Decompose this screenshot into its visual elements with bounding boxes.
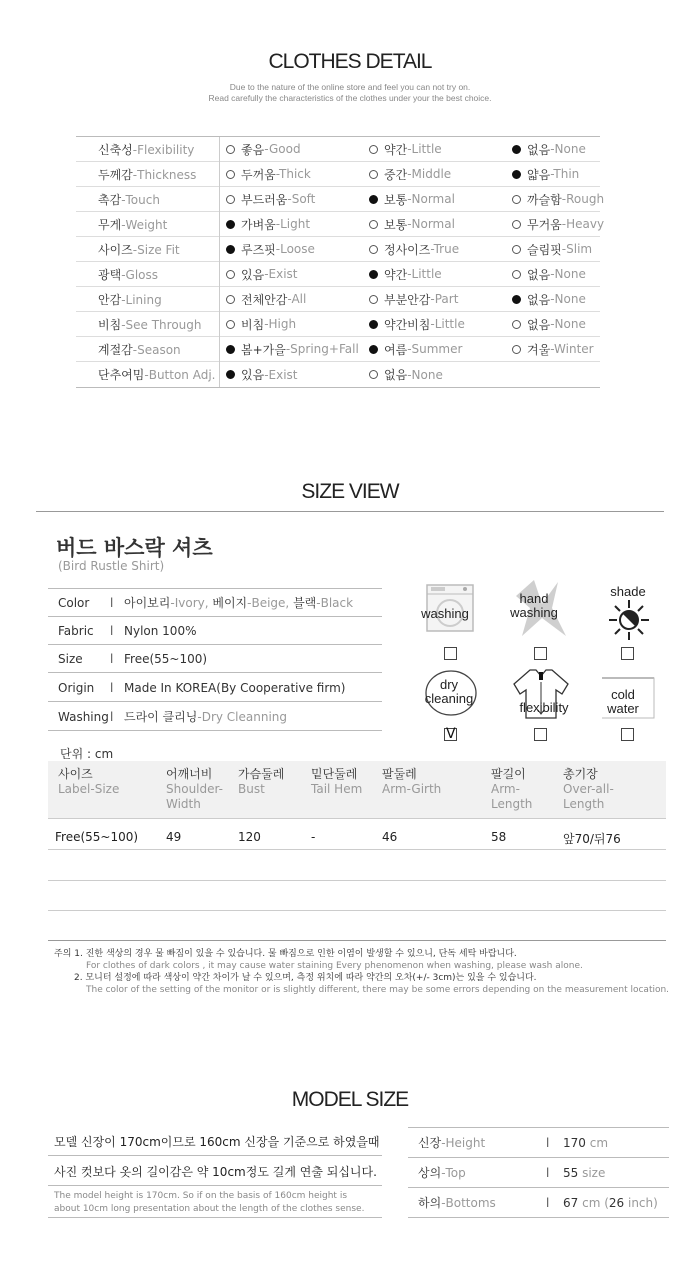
filled-circle-icon (369, 270, 378, 279)
option-korean: 보통 (384, 192, 408, 207)
option-korean: 좋음 (241, 142, 265, 157)
product-name: 버드 바스락 셔츠 (56, 536, 213, 560)
empty-circle-icon (369, 295, 378, 304)
property-label: Size (58, 651, 83, 666)
model-note-english-2: about 10cm long presentation about the length of the clothes sense. (54, 1204, 365, 1214)
model-note-divider (48, 1217, 382, 1218)
detail-option (363, 341, 506, 358)
attribute-korean: 단추여밈 (98, 368, 145, 382)
property-label: Origin (58, 680, 95, 695)
attribute-korean: 신축성 (98, 142, 133, 157)
detail-option (220, 241, 363, 258)
option-english: -Little (407, 267, 442, 281)
option-english: -Little (407, 142, 442, 156)
measurement-korean: 신장 (418, 1136, 442, 1150)
measurement-value (563, 1136, 608, 1150)
detail-option (363, 241, 506, 258)
filled-circle-icon (369, 320, 378, 329)
size-column-header (563, 767, 633, 812)
detail-attribute (76, 316, 220, 333)
option-korean: 얇음 (527, 167, 551, 182)
clothes-detail-title: CLOTHES DETAIL (268, 50, 432, 73)
detail-attribute (76, 241, 220, 258)
option-korean: 비침 (241, 317, 265, 332)
measurement-label (408, 1134, 546, 1151)
property-label: Fabric (58, 623, 94, 638)
property-separator: l (110, 595, 114, 610)
detail-option (363, 166, 506, 183)
care-label: dry cleaning (424, 677, 474, 706)
note-2: 2. 모니터 설정에 따라 색상이 약간 차이가 날 수 있으며, 측정 위치에 따라 약간의 오차(+/- 3cm)는 있을 수 있습니다. (74, 973, 537, 983)
measurement-value-part: 26 (608, 1195, 625, 1210)
detail-row (76, 262, 600, 287)
property-separator: l (110, 709, 114, 724)
row-divider (48, 849, 666, 850)
empty-circle-icon (512, 270, 521, 279)
attribute-english: -Season (132, 342, 181, 357)
option-korean: 없음 (384, 368, 408, 382)
option-korean: 가벼움 (241, 217, 276, 232)
property-value (124, 594, 353, 611)
property-row (48, 674, 382, 702)
empty-circle-icon (369, 145, 378, 154)
measurement-value-part: inch) (624, 1195, 658, 1210)
option-english: -Soft (287, 192, 316, 206)
option-english: -Part (430, 292, 459, 306)
clothes-detail-table (76, 136, 605, 388)
option-english: -Summer (407, 342, 463, 356)
property-separator: l (110, 651, 114, 666)
detail-option (506, 241, 599, 258)
detail-row (76, 187, 605, 212)
detail-row (76, 337, 600, 362)
attribute-korean: 광택 (98, 267, 122, 282)
property-value-part: Nylon 100% (124, 623, 197, 638)
care-checkbox[interactable] (534, 728, 547, 741)
note-1-english: For clothes of dark colors , it may cause water staining Every phenomenon when washing, please wash alone. (86, 961, 583, 971)
option-english: -Thick (275, 167, 311, 181)
option-korean: 부드러움 (241, 192, 288, 207)
option-korean: 없음 (527, 142, 551, 157)
property-value-part: Made In KOREA(By Cooperative firm) (124, 680, 346, 695)
row-divider (48, 910, 666, 911)
detail-option (363, 291, 506, 308)
empty-circle-icon (512, 320, 521, 329)
option-english: -Exist (264, 267, 298, 281)
care-checkbox[interactable] (621, 728, 634, 741)
empty-circle-icon (369, 370, 378, 379)
detail-option (506, 141, 599, 158)
filled-circle-icon (512, 145, 521, 154)
option-korean: 여름 (384, 342, 408, 357)
detail-attribute (76, 216, 220, 233)
header-english: Bust (238, 782, 265, 796)
property-value-part: -Black (316, 596, 354, 610)
property-label: Washing (58, 709, 109, 724)
row-divider (48, 940, 666, 941)
attribute-english: -Touch (121, 192, 160, 207)
option-korean: 슬림핏 (527, 242, 562, 257)
option-korean: 없음 (527, 317, 551, 332)
size-table-header (48, 761, 666, 819)
option-korean: 까슬함 (527, 192, 562, 207)
detail-attribute (76, 191, 220, 208)
attribute-korean: 비침 (98, 317, 122, 332)
care-label: flexibility (519, 700, 569, 715)
model-measurement-row (408, 1128, 669, 1158)
measurement-korean: 상의 (418, 1166, 442, 1180)
measurement-english: -Height (441, 1136, 486, 1150)
option-english: -None (550, 317, 586, 331)
attribute-english: -Thickness (132, 167, 197, 182)
detail-option (220, 266, 363, 283)
detail-option (506, 166, 599, 183)
option-korean: 약간 (384, 142, 408, 157)
property-value-part: Free(55~100) (124, 651, 208, 666)
measurement-value-part: 67 (563, 1195, 579, 1210)
detail-attribute (76, 366, 220, 383)
option-english: -Little (430, 317, 465, 331)
product-name-english: (Bird Rustle Shirt) (58, 559, 165, 573)
size-value: 앞70/뒤76 (563, 832, 621, 846)
attribute-korean: 두께감 (98, 167, 133, 182)
detail-row (76, 237, 600, 262)
property-separator: l (110, 623, 114, 638)
detail-option (220, 341, 363, 358)
size-unit: 단위 : cm (60, 747, 114, 761)
option-english: -Spring+Fall (285, 342, 359, 356)
detail-option (506, 341, 599, 358)
attribute-english: -Gloss (121, 267, 158, 282)
option-korean: 부분안감 (384, 292, 431, 307)
attribute-english: -Weight (121, 217, 168, 232)
option-korean: 루즈핏 (241, 242, 276, 257)
attribute-english: -Size Fit (132, 242, 180, 257)
care-checkbox[interactable] (534, 647, 547, 660)
empty-circle-icon (226, 320, 235, 329)
detail-option (506, 191, 605, 208)
row-divider (48, 880, 666, 881)
detail-row (76, 162, 600, 187)
care-label: hand washing (510, 591, 558, 620)
check-mark-icon: V (446, 726, 456, 742)
property-value (124, 708, 287, 725)
option-english: -All (287, 292, 307, 306)
property-value (124, 624, 196, 638)
property-label: Color (58, 595, 90, 610)
property-value (124, 652, 207, 666)
empty-circle-icon (226, 295, 235, 304)
header-korean: 총기장 (563, 767, 598, 781)
empty-circle-icon (369, 245, 378, 254)
detail-attribute (76, 166, 220, 183)
property-row (48, 617, 382, 645)
header-korean: 어깨너비 (166, 767, 213, 781)
detail-option (220, 291, 363, 308)
attribute-korean: 무게 (98, 217, 122, 232)
care-checkbox[interactable] (621, 647, 634, 660)
option-english: -Middle (407, 167, 452, 181)
detail-option (220, 141, 363, 158)
property-value (124, 681, 345, 695)
option-korean: 있음 (241, 368, 265, 382)
care-checkbox[interactable] (444, 728, 457, 741)
detail-row (76, 212, 605, 237)
option-english: -Thin (550, 167, 580, 181)
header-english: Over-all-Length (563, 782, 614, 811)
size-value: 120 (238, 830, 261, 844)
detail-option (506, 291, 599, 308)
detail-option (506, 216, 605, 233)
property-value-part: -Dry Cleanning (197, 710, 288, 724)
detail-option (220, 216, 363, 233)
option-english: -Winter (550, 342, 594, 356)
option-korean: 없음 (527, 267, 551, 282)
shade-sun-icon (607, 598, 651, 642)
detail-option (220, 166, 363, 183)
size-value: 49 (166, 830, 182, 844)
header-korean: 가슴둘레 (238, 767, 285, 781)
empty-circle-icon (369, 220, 378, 229)
clothes-detail-subtitle-2: Read carefully the characteristics of the clothes under your the best choice. (208, 93, 492, 103)
option-korean: 무거움 (527, 217, 562, 232)
option-english: -Normal (407, 217, 455, 231)
measurement-korean: 하의 (418, 1196, 442, 1210)
filled-circle-icon (226, 345, 235, 354)
detail-row (76, 287, 600, 312)
option-korean: 정사이즈 (384, 242, 431, 257)
note-2-english: The color of the setting of the monitor or is slightly different, there may be some errors depending on the measurement location. (86, 985, 670, 995)
measurement-english: -Bottoms (441, 1196, 496, 1210)
header-english: Label-Size (58, 782, 120, 796)
empty-circle-icon (512, 245, 521, 254)
header-english: Tail Hem (311, 782, 363, 796)
option-english: -Rough (561, 192, 605, 206)
detail-option (220, 316, 363, 333)
detail-option (220, 366, 363, 383)
attribute-korean: 계절감 (98, 342, 133, 357)
header-english: Shoulder-Width (166, 782, 223, 811)
option-english: -None (550, 267, 586, 281)
care-label: washing (421, 606, 469, 621)
size-column-header (382, 767, 444, 797)
property-separator: l (110, 680, 114, 695)
size-value: 58 (491, 830, 507, 844)
attribute-korean: 촉감 (98, 192, 122, 207)
attribute-korean: 안감 (98, 292, 122, 307)
measurement-value (563, 1196, 658, 1210)
clothes-detail-subtitle-1: Due to the nature of the online store and feel you can not try on. (229, 82, 471, 92)
measurement-separator: l (546, 1135, 550, 1150)
size-value: 46 (382, 830, 398, 844)
option-english: -None (407, 367, 443, 382)
model-size-title: MODEL SIZE (291, 1088, 409, 1111)
measurement-separator: l (546, 1165, 550, 1180)
option-english: -Heavy (561, 217, 605, 231)
empty-circle-icon (226, 270, 235, 279)
option-korean: 약간비침 (384, 317, 431, 332)
measurement-value-part: size (578, 1165, 606, 1180)
note-1: 주의 1. 진한 색상의 경우 물 빠짐이 있을 수 있습니다. 물 빠짐으로 인한 이염이 발생할 수 있으니, 단독 세탁 바랍니다. (54, 949, 517, 959)
property-value-part: 드라이 클리닝 (124, 710, 198, 724)
header-english: Arm-Girth (382, 782, 442, 796)
detail-option (220, 191, 363, 208)
measurement-value-part: 170 (563, 1135, 586, 1150)
size-view-title: SIZE VIEW (301, 480, 399, 503)
detail-option (363, 216, 506, 233)
property-value-part: 블랙 (293, 596, 317, 610)
size-column-header (58, 767, 120, 797)
attribute-english: -Lining (121, 292, 162, 307)
filled-circle-icon (512, 170, 521, 179)
property-row (48, 703, 382, 731)
option-korean: 봄+가을 (241, 342, 286, 357)
column-divider (219, 137, 220, 387)
detail-option (363, 316, 506, 333)
measurement-value (563, 1166, 605, 1180)
option-korean: 중간 (384, 167, 408, 182)
detail-option (363, 141, 506, 158)
detail-option (363, 366, 506, 383)
option-korean: 겨울 (527, 342, 551, 357)
header-korean: 사이즈 (58, 767, 93, 781)
filled-circle-icon (226, 370, 235, 379)
option-english: -None (550, 292, 586, 306)
empty-circle-icon (512, 345, 521, 354)
property-value-part: -Beige, (247, 596, 294, 610)
option-english: -True (430, 242, 460, 256)
option-korean: 보통 (384, 217, 408, 232)
measurement-separator: l (546, 1195, 550, 1210)
detail-option (363, 266, 506, 283)
size-column-header (166, 767, 228, 812)
option-english: -Normal (407, 192, 455, 206)
option-english: -Exist (264, 367, 298, 382)
size-column-header (491, 767, 553, 812)
model-measurement-row (408, 1158, 669, 1188)
option-english: -Slim (561, 242, 593, 256)
filled-circle-icon (226, 220, 235, 229)
empty-circle-icon (226, 170, 235, 179)
measurement-value-part: 55 (563, 1165, 579, 1180)
detail-option (363, 191, 506, 208)
detail-row (76, 312, 600, 337)
option-english: -Light (275, 217, 311, 231)
model-note-line-2: 사진 컷보다 옷의 길이감은 약 10cm정도 길게 연출 되십니다. (48, 1158, 382, 1186)
care-label: shade (610, 584, 646, 599)
option-english: -None (550, 142, 586, 156)
option-korean: 없음 (527, 292, 551, 307)
property-row (48, 589, 382, 617)
filled-circle-icon (226, 245, 235, 254)
option-english: -Good (264, 142, 301, 156)
detail-row (76, 362, 600, 387)
detail-option (506, 266, 599, 283)
detail-attribute (76, 341, 220, 358)
measurement-value-part: cm ( (578, 1195, 609, 1210)
property-row (48, 645, 382, 673)
attribute-korean: 사이즈 (98, 242, 133, 257)
header-korean: 밑단둘레 (311, 767, 358, 781)
attribute-english: -Button Adj. (144, 368, 216, 382)
detail-row (76, 137, 600, 162)
detail-attribute (76, 291, 220, 308)
header-english: Arm-Length (491, 782, 533, 811)
size-column-header (311, 767, 373, 797)
section-divider (36, 511, 664, 512)
empty-circle-icon (226, 145, 235, 154)
option-korean: 있음 (241, 267, 265, 282)
header-korean: 팔둘레 (382, 767, 417, 781)
model-note-english-1: The model height is 170cm. So if on the basis of 160cm height is (54, 1191, 348, 1201)
option-korean: 두꺼움 (241, 167, 276, 182)
empty-circle-icon (512, 195, 521, 204)
detail-attribute (76, 266, 220, 283)
attribute-english: -Flexibility (132, 142, 195, 157)
filled-circle-icon (512, 295, 521, 304)
option-english: -Loose (275, 242, 315, 256)
attribute-english: -See Through (121, 317, 202, 332)
measurement-label (408, 1164, 546, 1181)
model-measurement-row (408, 1188, 669, 1218)
size-value: - (311, 830, 316, 844)
model-note-line-1: 모델 신장이 170cm이므로 160cm 신장을 기준으로 하였을때 (48, 1128, 382, 1156)
measurement-english: -Top (441, 1166, 466, 1180)
measurement-value-part: cm (585, 1135, 609, 1150)
empty-circle-icon (369, 170, 378, 179)
size-value: Free(55~100) (55, 830, 139, 844)
care-checkbox[interactable] (444, 647, 457, 660)
header-korean: 팔길이 (491, 767, 526, 781)
detail-option (506, 316, 599, 333)
filled-circle-icon (369, 195, 378, 204)
option-english: -High (264, 317, 297, 331)
detail-attribute (76, 141, 220, 158)
empty-circle-icon (512, 220, 521, 229)
filled-circle-icon (369, 345, 378, 354)
property-value-part: -Ivory, (170, 596, 213, 610)
property-value-part: 베이지 (212, 596, 248, 610)
care-label: cold water (607, 687, 639, 716)
option-korean: 약간 (384, 267, 408, 282)
size-column-header (238, 767, 300, 797)
empty-circle-icon (226, 195, 235, 204)
measurement-label (408, 1194, 546, 1211)
option-korean: 전체안감 (241, 292, 288, 307)
property-value-part: 아이보리 (124, 596, 171, 610)
